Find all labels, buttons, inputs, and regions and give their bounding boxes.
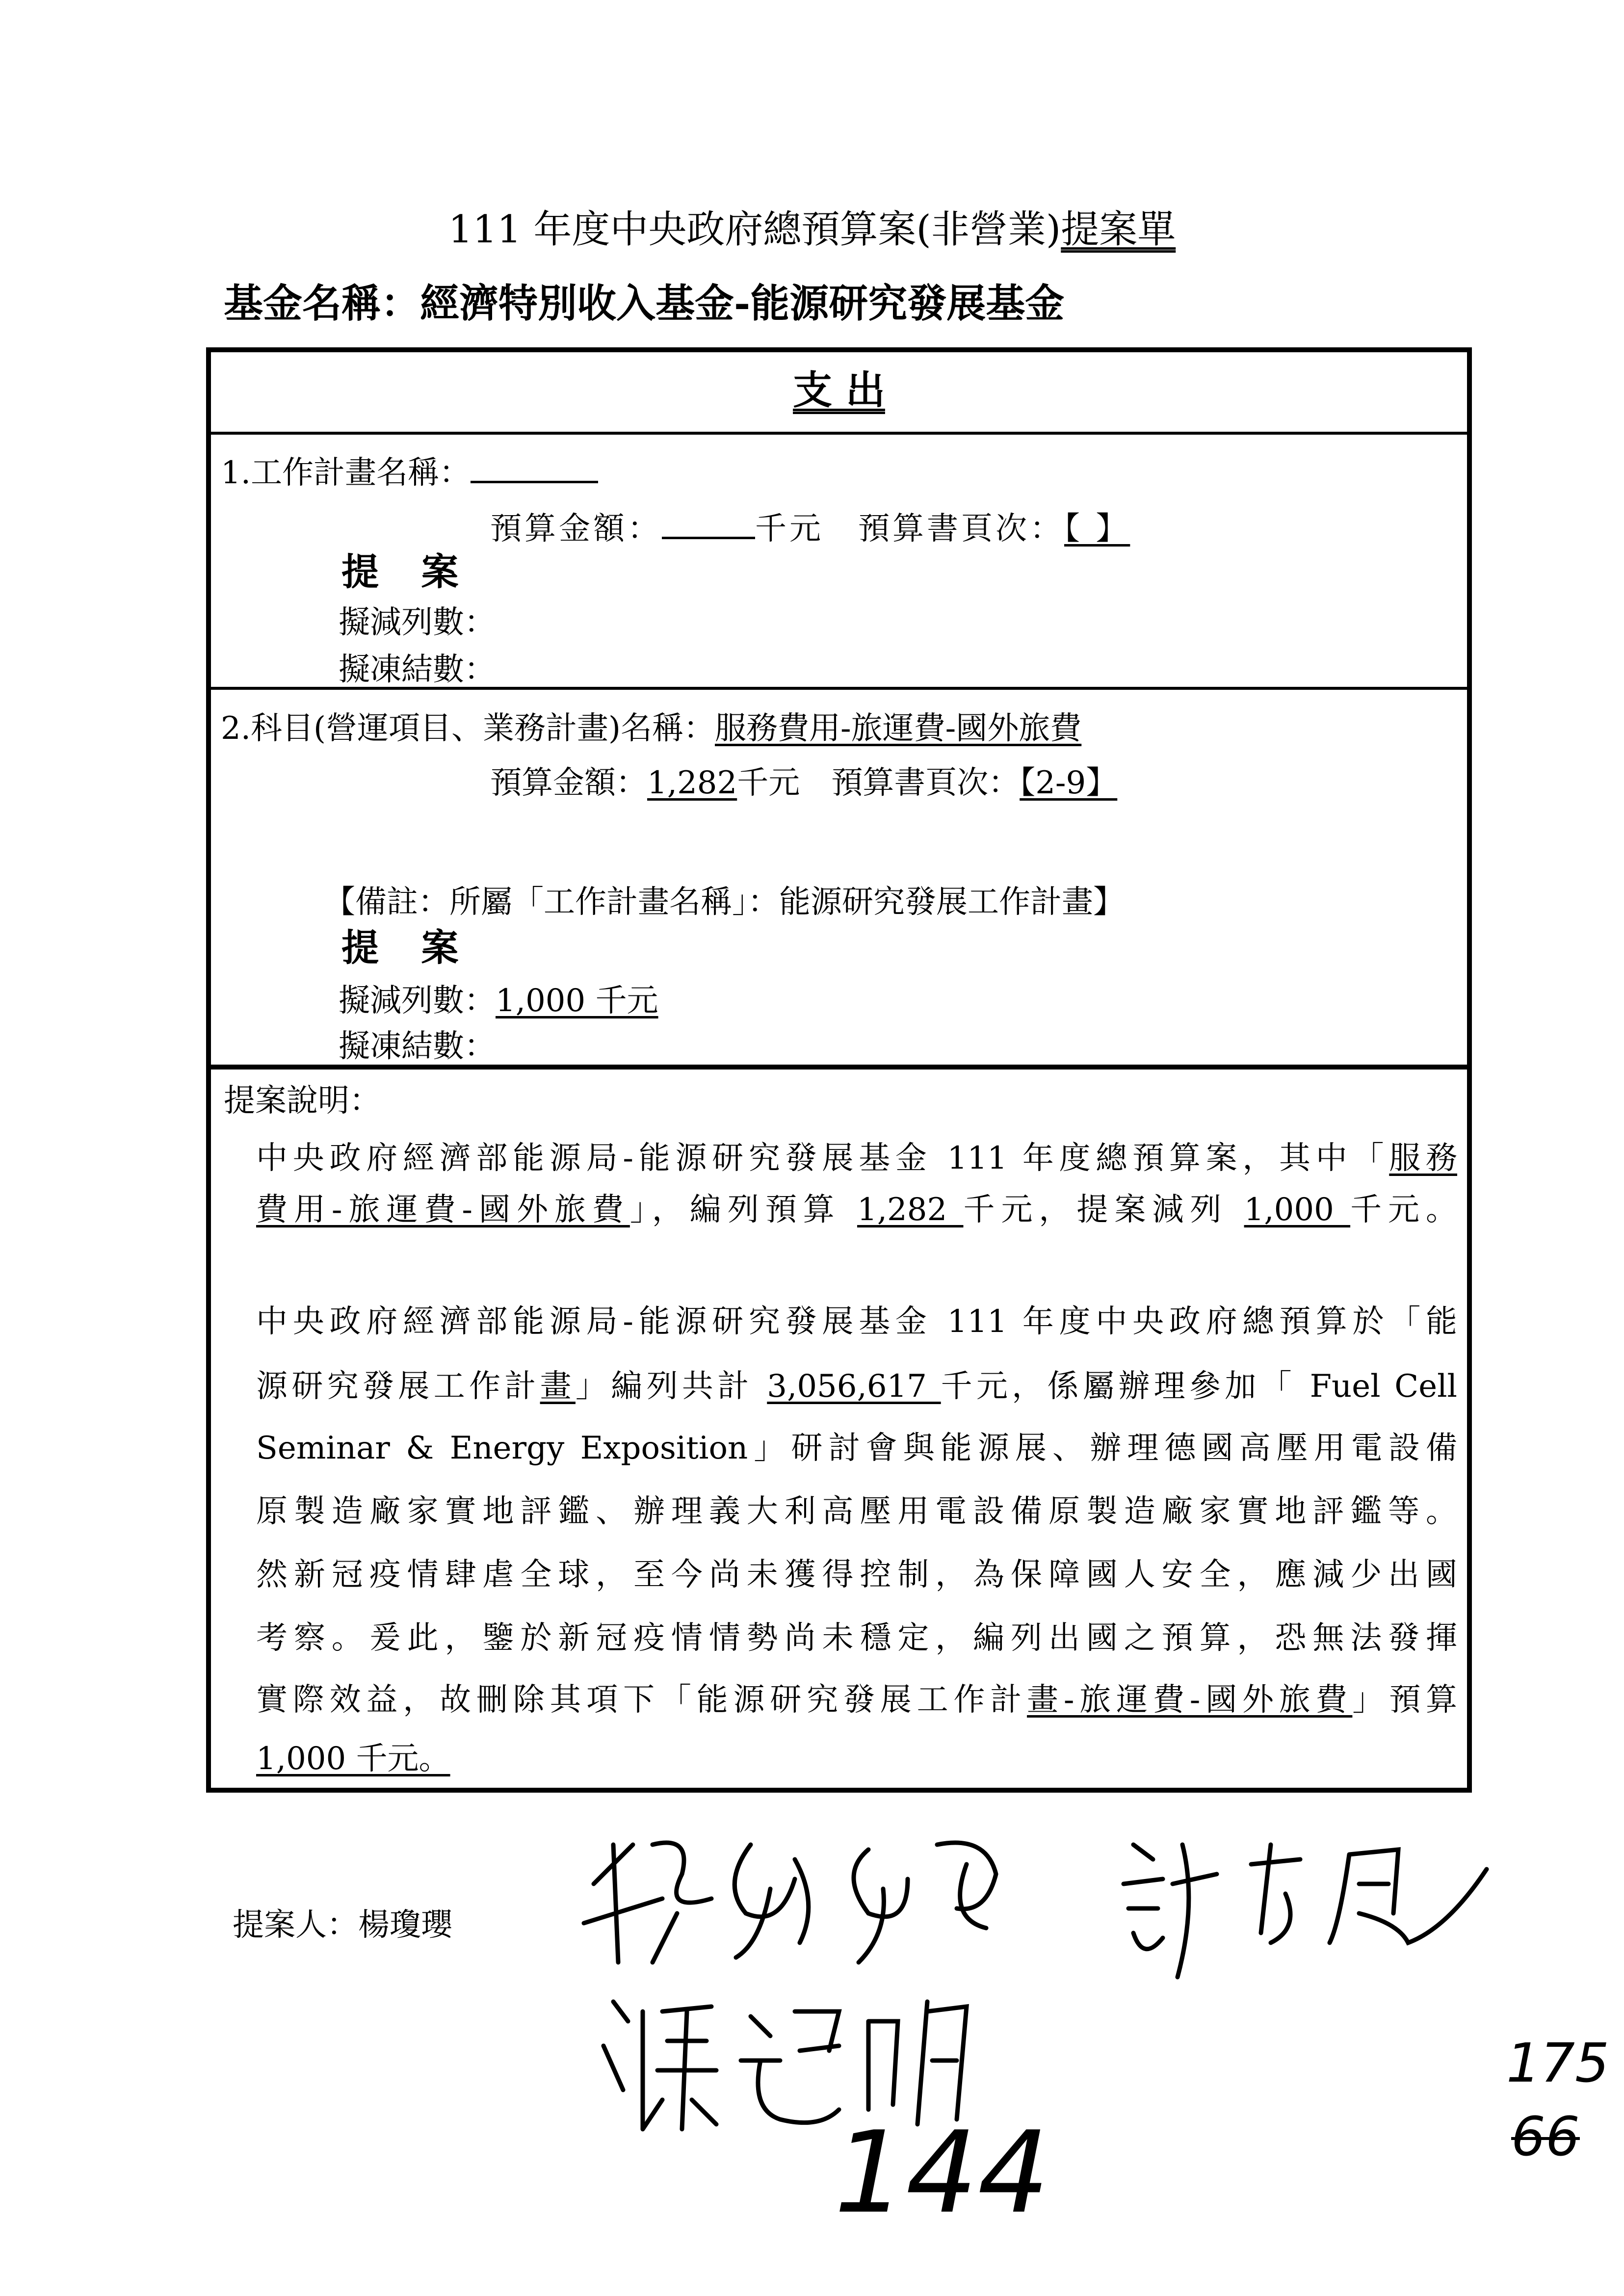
divider (206, 432, 1472, 435)
text-segment: 千元。 (1350, 1192, 1458, 1228)
text-segment: 千元，係屬辦理參加「 Fuel Cell (941, 1368, 1458, 1405)
explanation-line (256, 1680, 1457, 1720)
text-segment: 然新冠疫情肆虐全球，至今尚未獲得控制，為保障國人安全，應減少出國 (256, 1557, 1457, 1593)
explanation-line (256, 1190, 1457, 1229)
proposal-heading: 提 案 (341, 550, 473, 594)
signature-1 (584, 1843, 996, 1962)
corner-number: 175 (1506, 2032, 1609, 2094)
title-underlined: 提案單 (1061, 208, 1176, 252)
text-segment: 中央政府經濟部能源局-能源研究發展基金 111 年度總預算案，其中「 (256, 1140, 1389, 1176)
reduce-label: 擬減列數： (339, 983, 496, 1019)
item2-note: 【備註：所屬「工作計畫名稱」：能源研究發展工作計畫】 (324, 884, 1125, 920)
corner-number-struck: 66 (1511, 2105, 1580, 2168)
explanation-heading: 提案說明： (224, 1083, 381, 1119)
page-number: 144 (834, 2108, 1049, 2239)
page-ref: 【 】 (1064, 511, 1130, 547)
item1-budget-row (490, 507, 1130, 548)
item1-name-row (221, 451, 598, 493)
text-segment: 」，編列預算 (629, 1192, 857, 1228)
explanation-line (256, 1429, 1457, 1468)
underlined-text: 3,056,617 (767, 1368, 941, 1405)
proposal-heading: 提 案 (341, 926, 473, 969)
explanation-line (256, 1302, 1457, 1341)
text-segment: Seminar & Energy Exposition」研討會與能源展、辦理德國高壓用電設備 (256, 1430, 1457, 1466)
text-segment: 源研究發展工作計 (256, 1368, 540, 1405)
proposer-label: 提案人：楊瓊瓔 (233, 1907, 452, 1943)
item2-name-label: 2.科目(營運項目、業務計畫)名稱： (221, 710, 715, 747)
underlined-text: 費用-旅運費-國外旅費 (256, 1192, 630, 1228)
underlined-text: 1,000 千元。 (256, 1741, 450, 1777)
underlined-text: 畫 (540, 1368, 576, 1405)
budget-label: 預算金額： (490, 511, 662, 547)
reduce-value: 1,000 千元 (496, 983, 658, 1019)
fund-name: 基金名稱：經濟特別收入基金-能源研究發展基金 (224, 280, 1065, 326)
budget-unit: 千元 預算書頁次： (755, 511, 1064, 547)
underlined-text: 畫-旅運費-國外旅費 (1027, 1682, 1353, 1718)
section-header-text: 支 出 (793, 367, 885, 413)
budget-blank (662, 507, 755, 539)
text-segment: 」預算 (1352, 1682, 1458, 1718)
page-ref: 【2-9】 (1020, 765, 1118, 801)
budget-label: 預算金額： (490, 765, 647, 801)
underlined-text: 服務 (1389, 1140, 1458, 1176)
text-segment: 原製造廠家實地評鑑、辦理義大利高壓用電設備原製造廠家實地評鑑等。 (256, 1493, 1457, 1530)
section-header (206, 365, 1472, 415)
title-text: 111 年度中央政府總預算案(非營業) (448, 208, 1061, 252)
text-segment: 考察。爰此，鑒於新冠疫情情勢尚未穩定，編列出國之預算，恐無法發揮 (256, 1620, 1457, 1656)
item1-name-label: 1.工作計畫名稱： (221, 455, 471, 491)
item2-budget-row (490, 763, 1117, 803)
text-segment: 」編列共計 (575, 1368, 767, 1405)
document-title (0, 206, 1624, 253)
underlined-text: 1,282 (857, 1192, 964, 1228)
text-segment: 千元，提案減列 (963, 1192, 1244, 1228)
text-segment: 實際效益，故刪除其項下「能源研究發展工作計 (256, 1682, 1027, 1718)
explanation-line (256, 1139, 1457, 1178)
budget-unit: 千元 預算書頁次： (737, 765, 1020, 801)
explanation-line (256, 1492, 1457, 1531)
freeze-label: 擬凍結數： (339, 652, 496, 688)
freeze-label: 擬凍結數： (339, 1028, 496, 1065)
explanation-line (256, 1618, 1457, 1658)
explanation-line (256, 1739, 450, 1778)
signature-2 (1124, 1845, 1487, 1977)
item2-name-row (221, 709, 1081, 748)
text-segment: 中央政府經濟部能源局-能源研究發展基金 111 年度中央政府總預算於「能 (256, 1304, 1457, 1340)
explanation-line (256, 1555, 1457, 1594)
item1-name-blank (471, 451, 598, 483)
budget-value: 1,282 (647, 765, 737, 801)
underlined-text: 1,000 (1244, 1192, 1351, 1228)
item2-name-value: 服務費用-旅運費-國外旅費 (715, 710, 1082, 747)
reduce-label: 擬減列數： (339, 604, 496, 641)
explanation-line (256, 1367, 1457, 1406)
reduce-row (339, 981, 658, 1020)
